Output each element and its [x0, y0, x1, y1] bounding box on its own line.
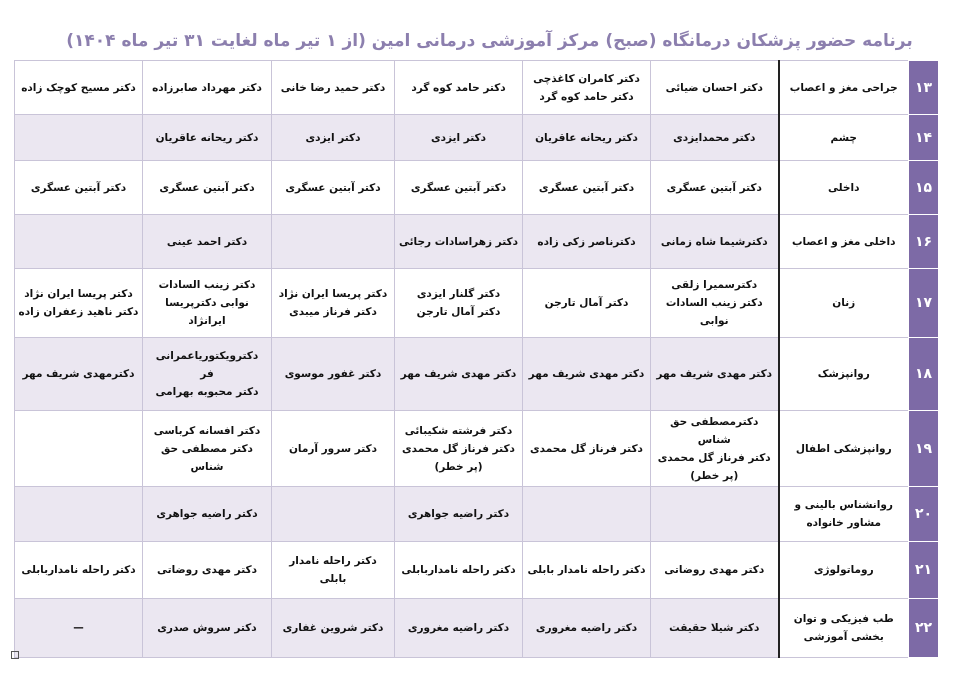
doctor-name: دکتر شروین غفاری	[282, 622, 384, 634]
row-number: ۱۹	[909, 411, 939, 487]
table-row	[15, 115, 939, 161]
doctor-cell	[523, 215, 651, 269]
doctor-name: دکتر پریسا ایران نژاد	[24, 288, 133, 300]
row-number: ۲۰	[909, 487, 939, 542]
doctor-cell	[15, 161, 143, 215]
doctor-name: دکتر حامد کوه گرد	[539, 90, 634, 103]
doctor-name: دکتر پریسا ایران نژاد	[278, 288, 388, 300]
doctor-cell	[523, 61, 651, 115]
doctor-name: دکتر راضیه جواهری	[156, 508, 258, 520]
department-name: روانشناس بالینی و مشاور خانواده	[779, 487, 909, 542]
doctor-name: دکترشیما شاه زمانی	[660, 235, 768, 248]
doctor-name: دکتر ایزدی	[430, 131, 487, 144]
doctor-cell	[523, 542, 651, 599]
table-row	[15, 161, 939, 215]
doctor-cell	[15, 411, 143, 487]
doctor-name: دکتر فرشته شکیبائی	[404, 424, 513, 437]
table-row	[15, 411, 939, 487]
doctor-name: دکتر مهدی شریف مهر	[400, 368, 517, 380]
doctor-name: دکتر مهدی شریف مهر	[656, 368, 773, 380]
table-row	[15, 599, 939, 658]
doctor-cell	[395, 61, 523, 115]
doctor-cell	[395, 115, 523, 161]
row-number: ۱۸	[909, 338, 939, 411]
doctor-cell	[272, 215, 395, 269]
doctor-cell	[523, 487, 651, 542]
doctor-name: دکتر احسان ضیائی	[665, 81, 763, 94]
doctor-name: دکتر زهراسادات رجائی	[398, 235, 518, 248]
doctor-cell	[143, 115, 272, 161]
doctor-name: دکتر راحله نامداربابلی	[21, 564, 136, 576]
doctor-name: نوابی دکترپریسا	[165, 297, 249, 309]
department-name: داخلی مغز و اعصاب	[779, 215, 909, 269]
row-number: ۱۷	[909, 269, 939, 338]
row-number: ۱۶	[909, 215, 939, 269]
doctor-cell	[395, 215, 523, 269]
table-row	[15, 542, 939, 599]
doctor-cell	[272, 161, 395, 215]
doctor-name: دکترویکتوریاعمرانی	[155, 350, 259, 362]
doctor-name: دکتر آمال تارجن	[544, 297, 629, 309]
doctor-cell	[651, 542, 779, 599]
doctor-name: دکتر ریحانه عاقریان	[155, 131, 259, 144]
doctor-name: دکترمهدی شریف مهر	[22, 368, 135, 380]
doctor-name: دکتر آبتین عسگری	[410, 181, 507, 194]
doctor-cell	[272, 599, 395, 658]
doctor-name: دکتر کامران کاغذچی	[533, 72, 640, 85]
doctor-cell	[15, 542, 143, 599]
doctor-name: دکتر زینب السادات نوابی	[665, 297, 763, 327]
doctor-cell	[395, 599, 523, 658]
doctor-name: دکتر مهدی روضاتی	[664, 564, 765, 576]
doctor-cell	[143, 487, 272, 542]
doctor-name: دکتر مسیح کوچک زاده	[21, 81, 136, 94]
schedule-table	[14, 60, 939, 658]
doctor-cell	[272, 487, 395, 542]
doctor-cell	[15, 269, 143, 338]
table-row	[15, 338, 939, 411]
doctor-cell	[395, 161, 523, 215]
doctor-cell	[143, 542, 272, 599]
doctor-name: (پر خطر)	[690, 469, 739, 482]
doctor-name: دکتر شیلا حقیقت	[669, 622, 760, 634]
doctor-name: ایرانژاد	[188, 315, 226, 327]
doctor-name: فر	[200, 368, 214, 380]
doctor-name: دکتر حامد کوه گرد	[411, 81, 506, 94]
department-name: زنان	[779, 269, 909, 338]
doctor-cell	[523, 115, 651, 161]
doctor-name: دکتر ایزدی	[305, 131, 361, 144]
doctor-cell	[395, 269, 523, 338]
page-title: برنامه حضور پزشکان درمانگاه (صبح) مرکز آموزشی درمانی امین (از ۱ تیر ماه لغایت ۳۱ تیر ماه ۱۴۰۴)	[66, 31, 913, 51]
doctor-cell	[143, 599, 272, 658]
doctor-cell	[272, 61, 395, 115]
table-row	[15, 215, 939, 269]
doctor-cell	[651, 599, 779, 658]
doctor-name: دکتر گلنار ایزدی	[416, 288, 501, 300]
doctor-cell	[272, 269, 395, 338]
schedule-body	[15, 61, 939, 658]
doctor-name: دکترسمیرا زلقی	[671, 279, 758, 291]
doctor-cell	[395, 411, 523, 487]
doctor-name: دکتر فرناز گل محمدی	[530, 442, 643, 455]
doctor-name: دکتر راحله نامدار بابلی	[289, 555, 377, 585]
department-name: روانپزشکی اطفال	[779, 411, 909, 487]
doctor-cell	[523, 269, 651, 338]
doctor-name: دکتر راحله نامداربابلی	[401, 564, 516, 576]
doctor-name: دکتر غفور موسوی	[284, 368, 382, 380]
row-number: ۱۳	[909, 61, 939, 115]
table-row	[15, 61, 939, 115]
doctor-cell	[651, 61, 779, 115]
doctor-name: دکتر احمد عینی	[166, 235, 248, 248]
doctor-cell	[395, 542, 523, 599]
doctor-name: دکتر راضیه جواهری	[407, 508, 510, 520]
doctor-name: دکتر محمدایزدی	[673, 131, 756, 144]
doctor-cell	[15, 61, 143, 115]
doctor-cell	[143, 411, 272, 487]
doctor-name: دکترناصر زکی زاده	[537, 235, 636, 248]
doctor-name: دکتر مصطفی حق شناس	[161, 442, 253, 473]
doctor-cell	[143, 161, 272, 215]
department-name: چشم	[779, 115, 909, 161]
doctor-cell	[651, 269, 779, 338]
row-number: ۱۴	[909, 115, 939, 161]
doctor-name: دکتر راضیه مغروری	[407, 622, 510, 634]
doctor-name: دکتر فرناز گل محمدی	[402, 442, 515, 455]
row-number: ۱۵	[909, 161, 939, 215]
doctor-name: (پر خطر)	[434, 460, 483, 473]
department-name: روانپزشک	[779, 338, 909, 411]
doctor-name: دکتر سرور آرمان	[288, 442, 378, 455]
doctor-cell	[143, 338, 272, 411]
doctor-cell	[143, 269, 272, 338]
department-name: جراحی مغز و اعصاب	[779, 61, 909, 115]
doctor-name: دکتر مهدی روضاتی	[157, 564, 257, 576]
doctor-cell	[523, 411, 651, 487]
doctor-cell	[395, 338, 523, 411]
doctor-cell	[523, 599, 651, 658]
doctor-name: دکترمصطفی حق شناس	[670, 415, 759, 446]
table-row	[15, 269, 939, 338]
doctor-cell	[272, 115, 395, 161]
doctor-name: دکتر سروش صدری	[157, 622, 257, 634]
doctor-name: دکتر محبوبه بهرامی	[155, 386, 259, 398]
doctor-cell	[523, 338, 651, 411]
doctor-cell	[651, 487, 779, 542]
doctor-cell	[651, 115, 779, 161]
table-resize-handle	[11, 651, 19, 659]
doctor-name: دکتر ناهید زعفران زاده	[18, 306, 139, 318]
doctor-name: دکتر ریحانه عاقریان	[535, 131, 638, 144]
department-name: طب فیزیکی و توان بخشی آموزشی	[779, 599, 909, 658]
doctor-cell	[143, 215, 272, 269]
doctor-cell	[15, 599, 143, 658]
doctor-cell	[523, 161, 651, 215]
department-name: روماتولوژی	[779, 542, 909, 599]
table-row	[15, 487, 939, 542]
doctor-cell	[15, 338, 143, 411]
doctor-name: دکتر فرناز میبدی	[289, 306, 377, 318]
doctor-name: —	[73, 622, 84, 634]
doctor-cell	[15, 487, 143, 542]
doctor-cell	[272, 542, 395, 599]
doctor-name: دکتر مهدی شریف مهر	[528, 368, 645, 380]
doctor-name: دکتر آبتین عسگری	[285, 181, 381, 194]
doctor-cell	[272, 338, 395, 411]
doctor-cell	[15, 115, 143, 161]
doctor-cell	[651, 338, 779, 411]
row-number: ۲۱	[909, 542, 939, 599]
doctor-name: دکتر راضیه مغروری	[535, 622, 638, 634]
doctor-name: دکتر افسانه کرباسی	[153, 424, 261, 437]
doctor-name: دکتر راحله نامدار بابلی	[527, 564, 646, 576]
doctor-name: دکتر مهرداد صابرزاده	[152, 81, 262, 94]
department-name: داخلی	[779, 161, 909, 215]
doctor-name: دکتر آبتین عسگری	[538, 181, 635, 194]
doctor-cell	[272, 411, 395, 487]
row-number: ۲۲	[909, 599, 939, 658]
doctor-cell	[651, 215, 779, 269]
doctor-cell	[15, 215, 143, 269]
doctor-cell	[651, 161, 779, 215]
doctor-name: دکتر آبتین عسگری	[159, 181, 255, 194]
doctor-cell	[143, 61, 272, 115]
doctor-name: دکتر زینب السادات	[158, 279, 256, 291]
doctor-name: دکتر حمید رضا خانی	[280, 81, 386, 94]
doctor-name: دکتر آبتین عسگری	[30, 181, 127, 194]
doctor-name: دکتر فرناز گل محمدی	[657, 451, 771, 464]
doctor-name: دکتر آبتین عسگری	[666, 181, 762, 194]
doctor-cell	[651, 411, 779, 487]
doctor-cell	[395, 487, 523, 542]
doctor-name: دکتر آمال تارجن	[416, 306, 501, 318]
